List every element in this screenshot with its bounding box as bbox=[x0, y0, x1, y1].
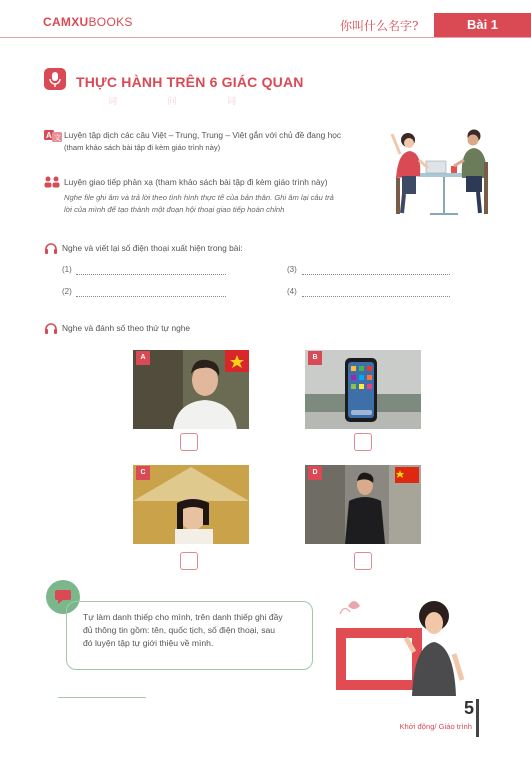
picture-c-label: C bbox=[136, 466, 150, 480]
footer-bar bbox=[476, 699, 479, 737]
footer-caption: Khởi động/ Giáo trình bbox=[399, 722, 472, 731]
answer-box-d[interactable] bbox=[354, 552, 372, 570]
lesson-tab: Bài 1 bbox=[434, 13, 531, 37]
listening-order-instruction: Nghe và đánh số theo thứ tự nghe bbox=[62, 323, 191, 333]
activity-divider bbox=[58, 697, 146, 698]
headphones-icon bbox=[44, 241, 58, 259]
blank-line-4[interactable] bbox=[302, 296, 450, 297]
picture-b-smartphone bbox=[305, 350, 421, 429]
section-title-watermark: 词 问 词 bbox=[108, 96, 261, 106]
brand-bold-text: CAMXU bbox=[43, 15, 89, 29]
answer-box-a[interactable] bbox=[180, 433, 198, 451]
translate-icon bbox=[44, 129, 60, 141]
blank-label-3: (3) bbox=[287, 265, 297, 274]
picture-a-label: A bbox=[136, 351, 150, 365]
task-communication-note-2: lời của mình để tạo thành một đoạn hội thoại giao tiếp hoàn chỉnh bbox=[64, 205, 285, 214]
coffee-chat-illustration bbox=[388, 118, 496, 218]
activity-line-1: Tự làm danh thiếp cho mình, trên danh thiếp ghi đầy bbox=[83, 612, 283, 622]
activity-line-3: đó luyện tập tự giới thiệu về mình. bbox=[83, 638, 214, 648]
task-translate-text: Luyện tập dịch các câu Việt – Trung, Trung – Việt gắn với chủ đề đang học bbox=[64, 130, 342, 140]
picture-d-label: D bbox=[308, 466, 322, 480]
blank-line-1[interactable] bbox=[76, 274, 226, 275]
brand-light-text: BOOKS bbox=[88, 15, 133, 29]
page-number: 5 bbox=[463, 698, 474, 718]
answer-box-b[interactable] bbox=[354, 433, 372, 451]
headphones-icon bbox=[44, 321, 58, 339]
task-communication-text: Luyện giao tiếp phản xạ (tham khảo sách bài tập đi kèm giáo trình này) bbox=[64, 177, 328, 187]
header-divider bbox=[0, 37, 531, 38]
chinese-lesson-title: 你叫什么名字? bbox=[340, 19, 419, 33]
business-card-illustration bbox=[330, 596, 470, 700]
activity-line-2: đủ thông tin gồm: tên, quốc tịch, số điện thoại, sau bbox=[83, 625, 276, 635]
brand-logo bbox=[43, 15, 133, 29]
listening-phone-instruction: Nghe và viết lại số điện thoại xuất hiện trong bài: bbox=[62, 243, 243, 253]
svg-text:A: A bbox=[46, 131, 52, 140]
blank-line-2[interactable] bbox=[76, 296, 226, 297]
people-talk-icon bbox=[44, 175, 60, 187]
picture-c-girl-conical-hat bbox=[133, 465, 249, 544]
section-title: THỰC HÀNH TRÊN 6 GIÁC QUAN bbox=[76, 74, 304, 90]
blank-label-4: (4) bbox=[287, 287, 297, 296]
task-communication-note-1: Nghe file ghi âm và trả lời theo tình hình thực tế của bản thân. Ghi âm lại câu trả bbox=[64, 193, 334, 202]
picture-d-man-china-flag bbox=[305, 465, 421, 544]
answer-box-c[interactable] bbox=[180, 552, 198, 570]
microphone-icon bbox=[44, 68, 66, 90]
blank-label-1: (1) bbox=[62, 265, 72, 274]
task-translate-subtext: (tham khảo sách bài tập đi kèm giáo trình này) bbox=[64, 143, 221, 152]
blank-line-3[interactable] bbox=[302, 274, 450, 275]
blank-label-2: (2) bbox=[62, 287, 72, 296]
picture-b-label: B bbox=[308, 351, 322, 365]
svg-text:文: 文 bbox=[54, 134, 61, 142]
picture-a-man-vietnam-flag bbox=[133, 350, 249, 429]
